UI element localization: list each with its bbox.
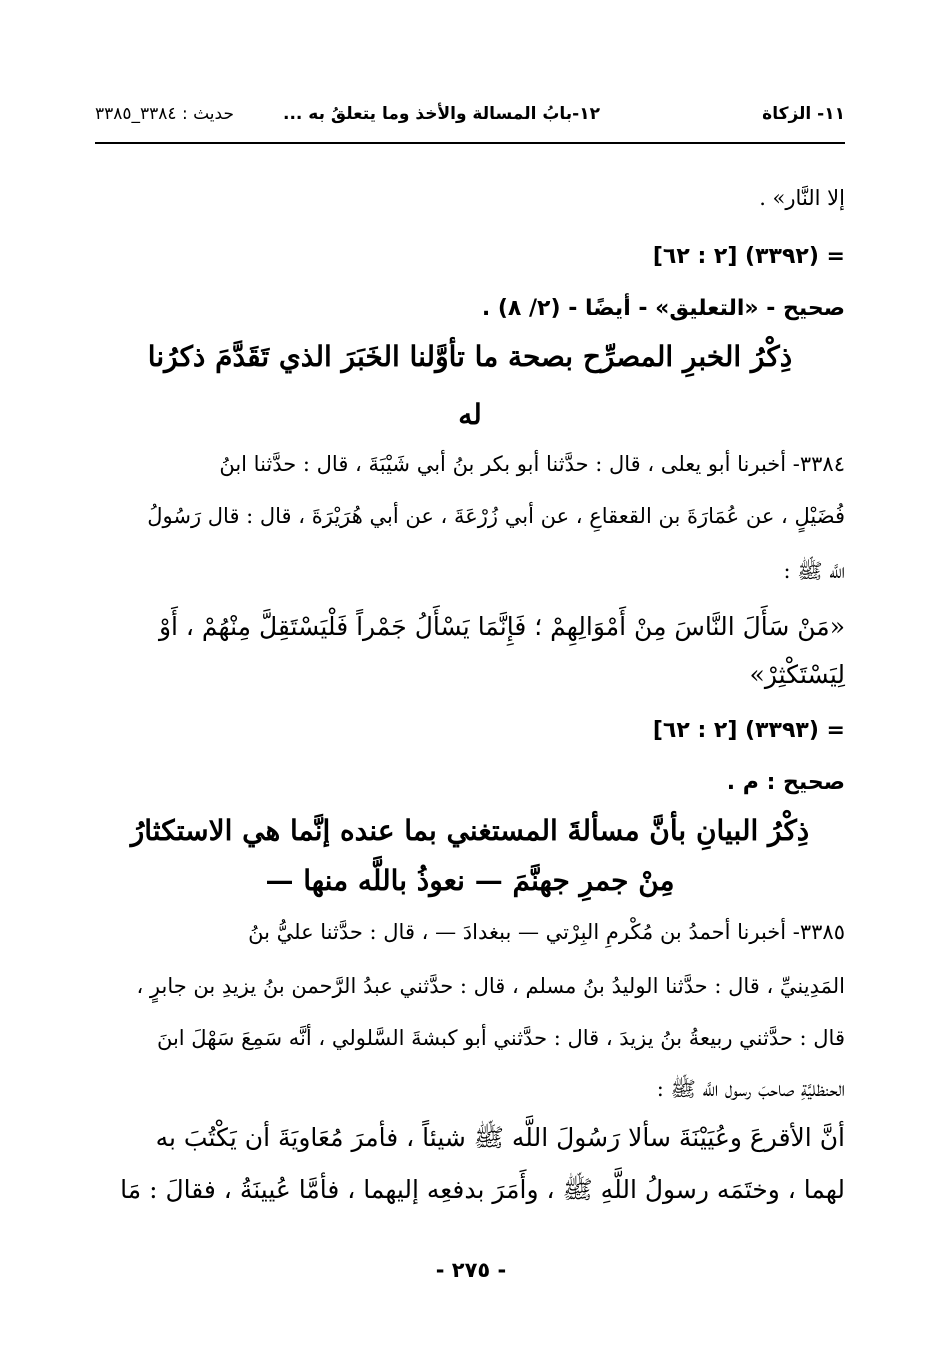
hadith-3385 bbox=[95, 0, 845, 1367]
hadith-text-line: لهما ، وختَمَه رسولُ اللَّهِ ﷺ ، وأَمَرَ بدفعِه إليهما ، فأمَّا عُيينَةُ ، فقالَ : مَا bbox=[120, 1175, 845, 1204]
section-heading-continued: له bbox=[458, 398, 482, 431]
hadith-text-line: أنَّ الأقرعَ وعُيَيْنَةَ سألا رَسُولَ اللَّه ﷺ شيئاً ، فأمرَ مُعَاويَةَ أن يَكْتُبَ به bbox=[155, 1123, 845, 1152]
hadith-range: حديث : ٣٣٨٤_٣٣٨٥ bbox=[95, 104, 234, 124]
text-line: إلا النَّار» . bbox=[759, 186, 845, 210]
text-line: اللَّه ﷺ : bbox=[783, 559, 845, 583]
text-line: ٣٣٨٥- أخبرنا أحمدُ بن مُكْرمِ البِرْتي — ببغدادَ — ، قال : حدَّثنا عليُّ بنُ bbox=[248, 920, 845, 944]
chapter-title: ١١- الزكاة bbox=[762, 104, 845, 124]
hadith-text-line: «مَنْ سَأَلَ النَّاسَ مِنْ أَمْوَالِهِمْ ؛ فَإِنَّمَا يَسْأَلُ جَمْراً فَلْيَسْتَقِلَّ مِنْهُمْ ، أَوْ bbox=[158, 612, 845, 641]
text-line: قال : حدَّثني ربيعةُ بنُ يزيدَ ، قال : حدَّثني أبو كبشةَ السَّلولي ، أنَّه سَمِعَ سَهْلَ ابنَ bbox=[156, 1026, 845, 1050]
grading-line: صحيح : م . bbox=[726, 770, 845, 795]
reference-line: = (٣٣٩٢) [٢ : ٦٢] bbox=[652, 244, 845, 269]
text-line: المَدِينيِّ ، قال : حدَّثنا الوليدُ بنُ مسلم ، قال : حدَّثني عبدُ الرَّحمن بنُ يزيدِ بن جابرٍ ، bbox=[136, 974, 845, 998]
text-line: فُضَيْلٍ ، عن عُمَارَةَ بن القعقاعِ ، عن أبي زُرْعَةَ ، عن أبي هُرَيْرَةَ ، قال : قال رَسُولُ bbox=[147, 504, 845, 528]
section-heading: ذِكْرُ الخبرِ المصرِّح بصحة ما تأوَّلنا الخَبَرَ الذي تَقَدَّمَ ذكرُنا bbox=[147, 340, 793, 373]
section-heading: ذِكْرُ البيانِ بأنَّ مسألةَ المستغني بما عنده إنَّما هي الاستكثارُ bbox=[130, 814, 810, 847]
reference-line: = (٣٣٩٣) [٢ : ٦٢] bbox=[652, 718, 845, 743]
section-title: ١٢-بابُ المسالة والأخذ وما يتعلقُ به ... bbox=[282, 104, 600, 124]
text-line: ٣٣٨٤- أخبرنا أبو يعلى ، قال : حدَّثنا أبو بكر بنُ أبي شَيْبَةَ ، قال : حدَّثنا ابنُ bbox=[219, 452, 845, 476]
hadith-text-line: لِيَسْتَكْثِرْ» bbox=[749, 660, 845, 689]
page-number: - ٢٧٥ - bbox=[435, 1258, 507, 1282]
section-heading-continued: مِنْ جمرِ جهنَّمَ — نعوذُ باللَّه منها — bbox=[265, 864, 675, 897]
text-line: الحنظليَّةِ صاحبَ رسول اللَّه ﷺ : bbox=[656, 1077, 845, 1101]
grading-line: صحيح - «التعليق» - أيضًا - (٢/ ٨) . bbox=[481, 296, 845, 321]
